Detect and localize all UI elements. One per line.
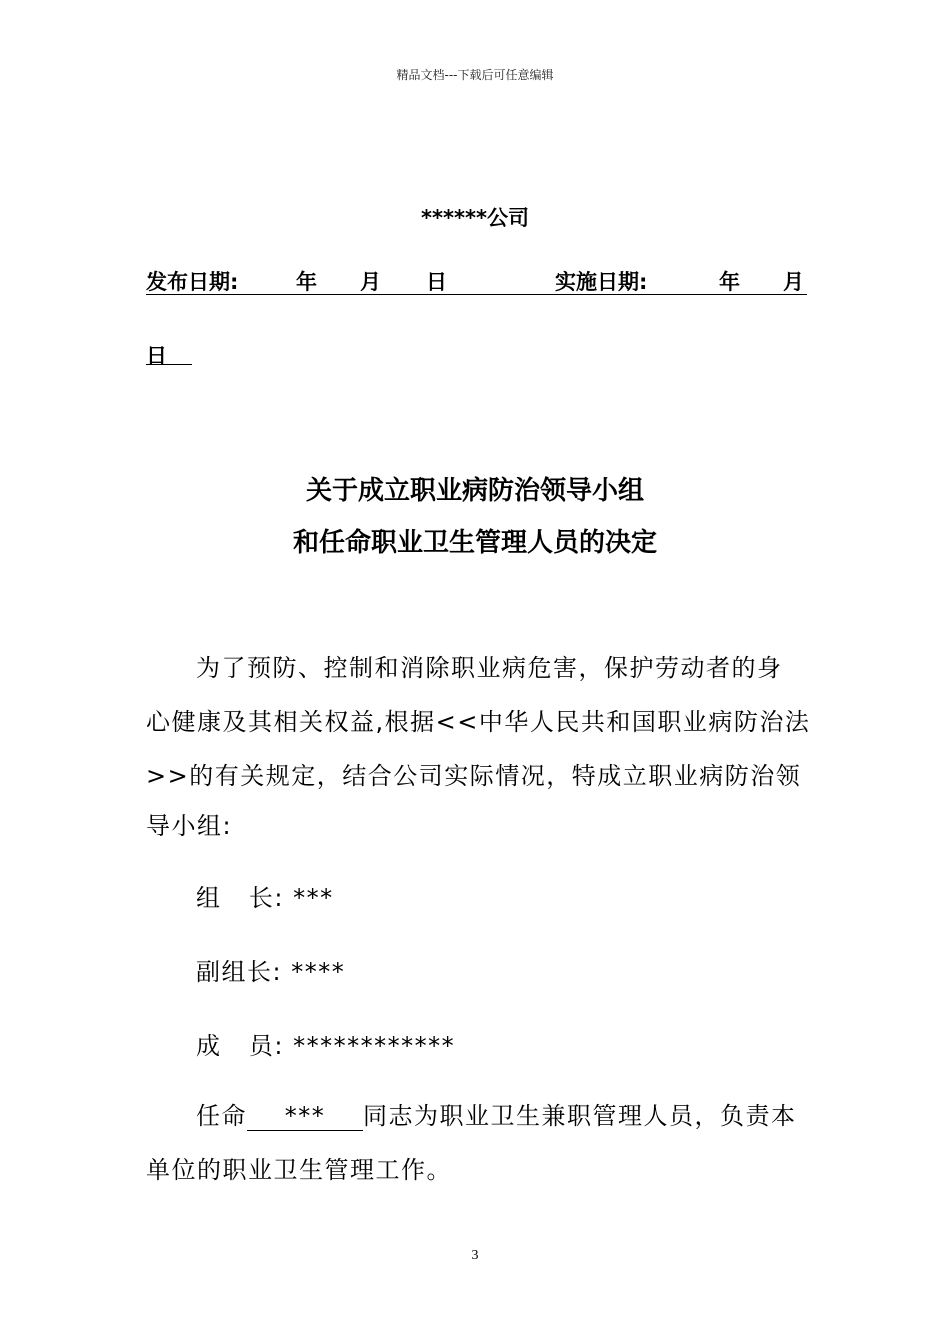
implement-year: 年 <box>719 270 740 294</box>
publish-date-label: 发布日期: <box>146 270 239 294</box>
date-underline <box>146 294 807 295</box>
body-para-line: 导小组: <box>146 812 233 840</box>
publish-day: 日 <box>426 270 447 294</box>
header-note: 精品文档---下载后可任意编辑 <box>396 68 554 82</box>
doc-title-line2: 和任命职业卫生管理人员的决定 <box>292 528 657 558</box>
body-para-line: >>的有关规定，结合公司实际情况，特成立职业病防治领 <box>146 762 802 790</box>
company-name: ******公司 <box>421 206 529 230</box>
publish-year: 年 <box>296 270 317 294</box>
appoint-prefix: 任命 <box>196 1102 247 1130</box>
appoint-name-blank <box>247 1102 363 1131</box>
implement-month: 月 <box>783 270 804 294</box>
implement-day: 日 <box>146 344 167 368</box>
appoint-name: *** <box>284 1102 326 1130</box>
appointment-line-2: 单位的职业卫生管理工作。 <box>146 1156 452 1184</box>
body-para-line: 心健康及其相关权益,根据<<中华人民共和国职业病防治法 <box>146 708 811 736</box>
date-underline-2 <box>146 364 192 365</box>
page-number: 3 <box>471 1248 479 1263</box>
appointment-line <box>196 1096 797 1131</box>
implement-date-label: 实施日期: <box>555 270 648 294</box>
group-members: 成 员: ************ <box>196 1032 456 1060</box>
body-para-line: 为了预防、控制和消除职业病危害，保护劳动者的身 <box>196 654 783 682</box>
publish-month: 月 <box>360 270 381 294</box>
group-leader: 组 长: *** <box>196 884 334 912</box>
doc-title-line1: 关于成立职业病防治领导小组 <box>305 476 644 506</box>
appoint-suffix: 同志为职业卫生兼职管理人员，负责本 <box>363 1102 797 1130</box>
group-deputy-leader: 副组长: **** <box>196 958 346 986</box>
